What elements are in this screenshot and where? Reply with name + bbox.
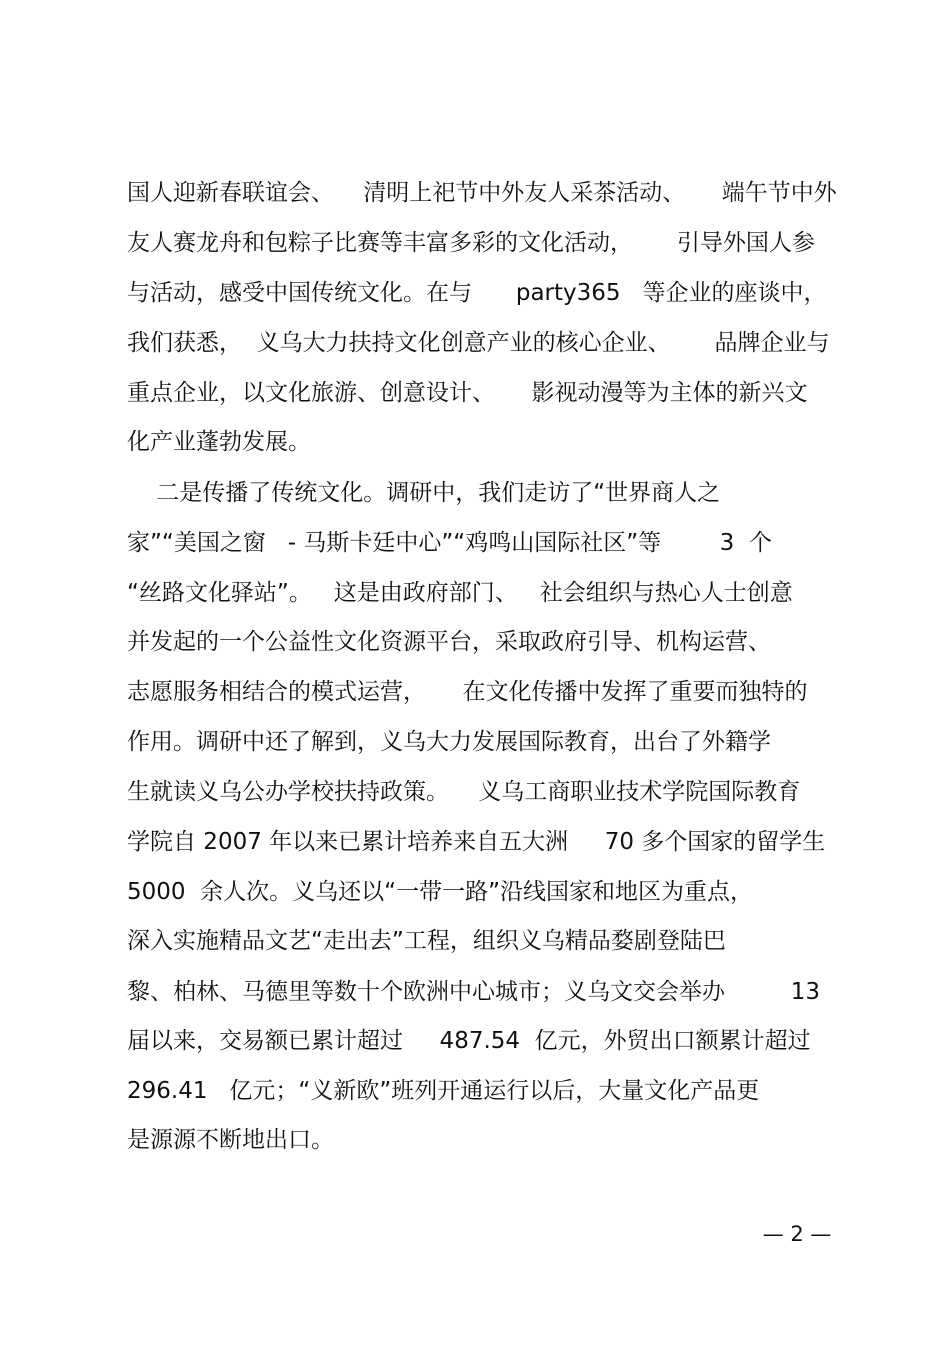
text-line-6: 化产业蓬勃发展。 [127,429,311,455]
text-line-16: 深入实施精品文艺“走出去”工程，组织义乌精品婺剧登陆巴 [127,928,726,954]
text-line-18: 届以来，交易额已累计超过 487.54 亿元，外贸出口额累计超过 [127,1028,811,1054]
text-line-2: 友人赛龙舟和包粽子比赛等丰富多彩的文化活动， 引导外国人参 [127,230,815,256]
text-line-14: 学院自 2007 年以来已累计培养来自五大洲 70 多个国家的留学生 [127,829,826,855]
text-line-9: “丝路文化驿站”。 这是由政府部门、 社会组织与热心人士创意 [127,580,793,606]
text-line-8: 家”“美国之窗 - 马斯卡廷中心”“鸡鸣山国际社区”等 3 个 [127,530,772,556]
text-line-20: 是源源不断地出口。 [127,1127,334,1153]
text-line-15: 5000 余人次。义乌还以“一带一路”沿线国家和地区为重点， [127,879,753,905]
text-line-11: 志愿服务相结合的模式运营， 在文化传播中发挥了重要而独特的 [127,679,808,705]
text-line-1: 国人迎新春联谊会、 清明上祀节中外友人采茶活动、 端午节中外 [127,180,837,206]
text-line-3: 与活动，感受中国传统文化。在与 party365 等企业的座谈中， [127,280,827,306]
text-line-13: 生就读义乌公办学校扶持政策。 义乌工商职业技术学院国际教育 [127,779,801,805]
text-line-7: 二是传播了传统文化。调研中，我们走访了“世界商人之 [127,480,721,506]
text-line-4: 我们获悉， 义乌大力扶持文化创意产业的核心企业、 品牌企业与 [127,330,830,356]
text-line-19: 296.41 亿元；“义新欧”班列开通运行以后，大量文化产品更 [127,1078,760,1104]
text-line-12: 作用。调研中还了解到，义乌大力发展国际教育，出台了外籍学 [127,729,771,755]
text-line-10: 并发起的一个公益性文化资源平台，采取政府引导、机构运营、 [127,629,771,655]
text-line-17: 黎、柏林、马德里等数十个欧洲中心城市；义乌文交会举办 13 [127,979,821,1005]
page-number: — 2 — [762,1222,832,1246]
text-line-5: 重点企业，以文化旅游、创意设计、 影视动漫等为主体的新兴文 [127,380,808,406]
